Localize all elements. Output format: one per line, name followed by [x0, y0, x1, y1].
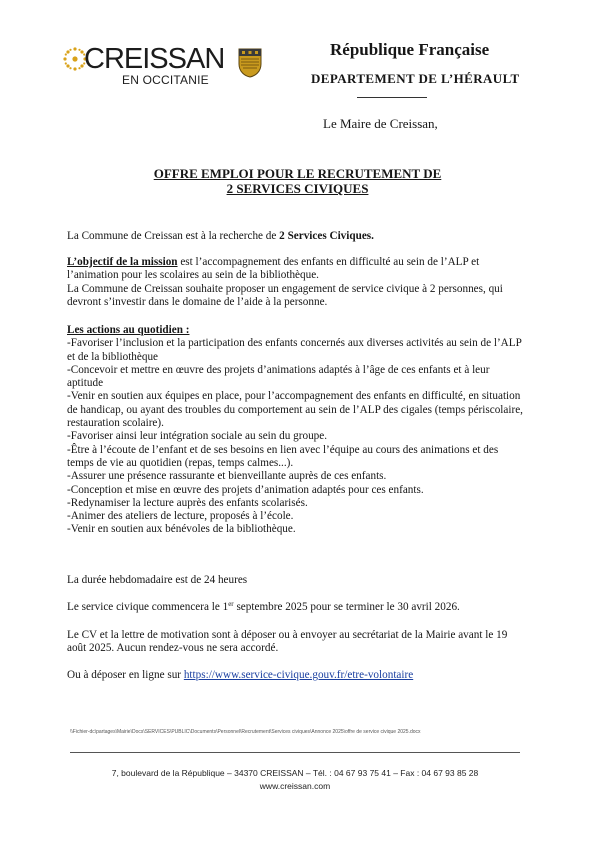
mission-paragraph: [67, 256, 527, 309]
footer-divider: [70, 752, 520, 753]
action-item: -Redynamiser la lecture auprès des enfants scolarisés.: [67, 496, 308, 509]
department-heading: DEPARTEMENT DE L’HÉRAULT: [311, 71, 520, 86]
logo-subtitle: EN OCCITANIE: [122, 73, 209, 87]
republic-heading: République Française: [330, 40, 490, 59]
file-path-footnote: \\Fichier-dc\partages\Mairie\Docs\SERVICES\PUBLIC\Documents\Personnel\Recrutement\Services civiques\Annonce 2025\offre de service civique 2025.docx: [70, 729, 421, 735]
online-text: Ou à déposer en ligne sur: [67, 669, 184, 681]
action-item: -Être à l’écoute de l’enfant et de ses besoins en lien avec l’équipe au cours des animations et des temps de vie au quotidien (repas, temps calmes...).: [67, 443, 499, 469]
action-item: -Concevoir et mettre en œuvre des projets d’animations adaptés à l’âge de ces enfants et à leur aptitude: [67, 363, 490, 390]
logo-wordmark: CREISSAN: [84, 43, 225, 75]
action-item: -Conception et mise en œuvre des projets d’animation adaptés pour ces enfants.: [67, 483, 424, 496]
coat-of-arms-icon: [238, 48, 262, 78]
action-item: -Assurer une présence rassurante et bienveillante auprès de ces enfants.: [67, 470, 387, 483]
intro-paragraph: [67, 230, 527, 243]
dates-after: septembre 2025 pour se terminer le 30 avril 2026.: [233, 601, 460, 613]
dates-paragraph: [67, 601, 527, 614]
offer-title-line1: OFFRE EMPLOI POUR LE RECRUTEMENT DE: [153, 166, 442, 181]
action-item: -Venir en soutien aux équipes en place, pour l’accompagnement des enfants en difficulté, en situation de handicap, ou ayant des troubles du comportement au sein de l’ALP des cigales (temps périscolaire, restauration scolaire).: [67, 390, 523, 430]
intro-text: La Commune de Creissan est à la recherche de: [67, 230, 280, 242]
dates-superscript: er: [228, 600, 234, 608]
footer-website: www.creissan.com: [259, 781, 331, 791]
footer-address: 7, boulevard de la République – 34370 CREISSAN – Tél. : 04 67 93 75 41 – Fax : 04 67 93 85 28: [111, 768, 479, 778]
offer-title-line2: 2 SERVICES CIVIQUES: [226, 181, 369, 196]
dates-before: Le service civique commencera le 1: [67, 601, 229, 613]
actions-section: [67, 324, 527, 537]
creissan-logo: [62, 42, 240, 92]
action-item: -Favoriser l’inclusion et la participation des enfants concernés aux diverses activités au sein de l’ALP et de la bibliothèque: [67, 337, 522, 363]
cv-paragraph: Le CV et la lettre de motivation sont à déposer ou à envoyer au secrétariat de la Mairie avant le 19 août 2025. Aucun rendez-vous ne sera accordé.: [67, 629, 508, 655]
actions-heading: Les actions au quotidien :: [67, 324, 190, 336]
intro-bold: 2 Services Civiques.: [279, 230, 374, 242]
mayor-line: Le Maire de Creissan,: [323, 116, 438, 131]
action-item: -Animer des ateliers de lecture, proposés à l’école.: [67, 510, 294, 523]
mission-text: est l’accompagnement des enfants en difficulté au sein de l’ALP et l’animation pour les scolaires au sein de la bibliothèque.: [67, 256, 480, 282]
mission-label: L’objectif de la mission: [67, 256, 178, 268]
online-paragraph: [67, 669, 527, 682]
duration-paragraph: La durée hebdomadaire est de 24 heures: [67, 574, 248, 586]
service-civique-link[interactable]: https://www.service-civique.gouv.fr/etre-volontaire: [183, 669, 414, 681]
header-divider: [357, 97, 427, 98]
action-item: -Favoriser ainsi leur intégration sociale au sein du groupe.: [67, 430, 328, 443]
mission-text-2: La Commune de Creissan souhaite proposer un engagement de service civique à 2 personnes, qui devront s’investir dans le domaine de l’aide à la personne.: [67, 282, 503, 308]
action-item: -Venir en soutien aux bénévoles de la bibliothèque.: [67, 523, 296, 536]
